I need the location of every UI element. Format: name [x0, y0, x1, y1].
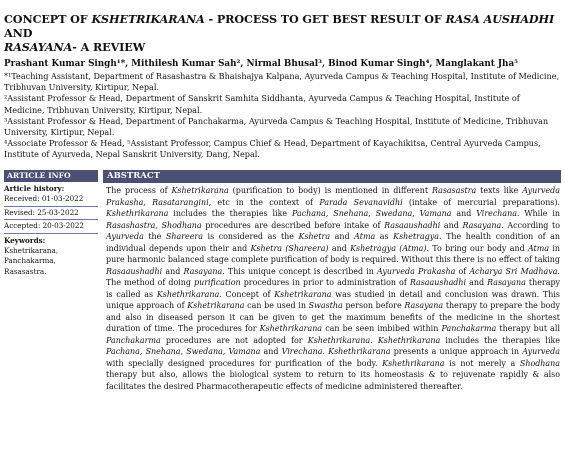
paper-title — [4, 12, 561, 54]
history-label: Article history: — [4, 184, 65, 193]
title-text: CONCEPT OF — [4, 12, 92, 26]
abstract-body — [103, 183, 561, 392]
title-text: - PROCESS TO GET BEST RESULT OF — [204, 12, 446, 26]
divider — [4, 233, 98, 234]
abstract-heading: ABSTRACT — [103, 170, 561, 183]
abstract-text: The process of Kshetrikarana (purification to body) is mentioned in different Rasasastra texts like Ayurveda Prakasha, Rasatarangini, etc in the context of Parada Sevanavidhi (intake of mercurial preparations). Kshethrikarana includes the therapies like Pachana, Snehana, Swedana, Vamana and Virechana. While in Rasashastra, Shodhana procedures are described before intake of Rasaaushadhi and Rasayana. According to Ayurveda the Shareera is considered as the Kshetra and Atma as Kshetragya. The health condition of an individual depends upon their and Kshetra (Shareera) and Kshetragya (Atma). To bring our body and Atma in pure harmonic balanced stage complete purification of body is required. Without this there is no effect of taking Rasaaushadhi and Rasayana. This unique concept is described in Ayurveda Prakasha of Acharya Sri Madhava. The method of doing purification procedures in prior to administration of Rasaaushadhi and Rasayana therapy is called as Kshethrikarana. Concept of Kshetrikarana was studied in detail and conclusion was drawn. This unique approach of Kshetrikarana can be used in Swastha person before Rasayana therapy to prepare the body and also in diseased person it can be given to get the maximum benefits of the medicine in the shortest duration of time. The procedures for Kshethrikarana can be seen imbibed within Panchakarma therapy but all Panchakarma procedures are not adopted for Kshethrikarana. Kshethrikarana includes the therapies like Pachana, Snehana, Swedana, Vamana and Virechana. Kshethrikarana presents a unique approach in Ayurveda with specially designed procedures for purification of the body. Kshethrikarana is not merely a Shodhana therapy but also, allows the biological system to return to its homeostasis & to rejuvenate rapidly & also facilitates the desired Pharmacotherapeutic effects of medicine administered thereafter. — [106, 186, 561, 391]
keyword: Rasasastra. — [4, 266, 47, 276]
affiliation: ²Assistant Professor & Head, Department of Sanskrit Samhita Siddhanta, Ayurveda Campus & Teaching Hospital, Institute of Medicine, Tribhuvan University, Kirtipur, Nepal. — [4, 93, 520, 115]
affiliation: ³Assistant Professor & Head, Department of Panchakarma, Ayurveda Campus & Teaching Hospital, Institute of Medicine, Tribhuvan University, Kirtipur, Nepal. — [4, 115, 549, 138]
affiliation: *¹Teaching Assistant, Department of Rasashastra & Bhaishajya Kalpana, Ayurveda Campus & Teaching Hospital, Institute of Medicine, Tribhuvan University, Kirtipur, Nepal. — [4, 71, 560, 93]
keywords-label: Keywords: — [4, 235, 46, 245]
divider — [4, 206, 98, 207]
title-text: RASA AUSHADHI — [445, 12, 555, 26]
article-info-heading: ARTICLE INFO — [4, 170, 98, 182]
affiliation: ⁴Associate Professor & Head, ⁵Assistant Professor, Campus Chief & Head, Department of Kayachikitsa, Central Ayurveda Campus, Institute of Ayurveda, Nepal Sanskrit University, Dang, Nepal. — [4, 138, 541, 160]
author-list: Prashant Kumar Singh¹*, Mithilesh Kumar Sah², Nirmal Bhusal³, Binod Kumar Singh⁴, Manglakant Jha⁵ — [4, 59, 519, 69]
keyword: Panchakarma, — [4, 256, 56, 265]
title-text: AND — [4, 26, 33, 40]
title-text: RASAYANA — [4, 40, 73, 54]
received-date: Received: 01-03-2022 — [4, 194, 84, 203]
revised-date: Revised: 25-03-2022 — [4, 207, 79, 217]
title-text: - A REVIEW — [72, 40, 146, 54]
abstract-panel — [103, 170, 561, 392]
article-info-panel — [4, 170, 98, 277]
divider — [4, 219, 98, 220]
keyword: Kshetrikarana, — [4, 245, 59, 255]
accepted-date: Accepted: 20-03-2022 — [4, 221, 84, 230]
title-text: KSHETRIKARANA — [91, 12, 205, 26]
paper-header — [4, 4, 561, 161]
